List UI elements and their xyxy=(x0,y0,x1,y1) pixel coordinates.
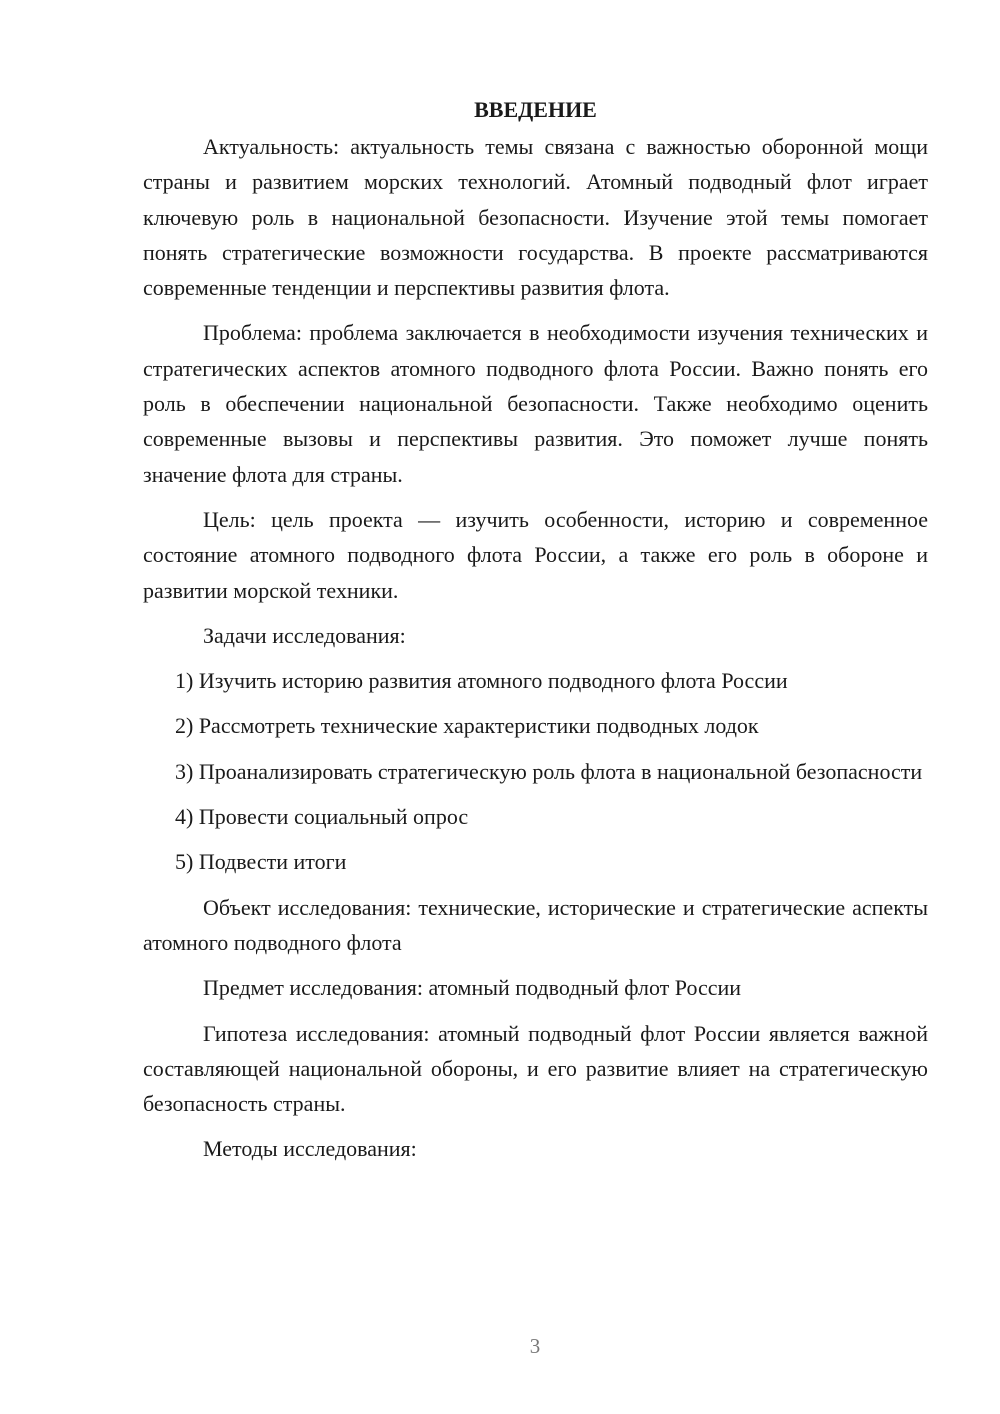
section-heading: ВВЕДЕНИЕ xyxy=(474,97,597,122)
subject-paragraph: Предмет исследования: атомный подводный флот России xyxy=(203,975,742,1001)
list-item: 1) Изучить историю развития атомного подводного флота России xyxy=(175,668,788,694)
tasks-list xyxy=(143,663,928,879)
tasks-title: Задачи исследования: xyxy=(203,622,406,648)
list-item: 2) Рассмотреть технические характеристики подводных лодок xyxy=(175,713,759,739)
list-item: 4) Провести социальный опрос xyxy=(175,804,469,830)
page-number: 3 xyxy=(529,1334,541,1358)
hypothesis-paragraph: Гипотеза исследования: атомный подводный флот России является важной составляющей национальной обороны, и его развитие влияет на стратегическую безопасность страны. xyxy=(143,1020,928,1117)
object-paragraph: Объект исследования: технические, исторические и стратегические аспекты атомного подводного флота xyxy=(143,894,928,955)
list-item: 5) Подвести итоги xyxy=(175,849,347,875)
goal-paragraph: Цель: цель проекта — изучить особенности, историю и современное состояние атомного подводного флота России, а также его роль в обороне и развитии морской техники. xyxy=(143,506,928,603)
problem-paragraph: Проблема: проблема заключается в необходимости изучения технических и стратегических аспектов атомного подводного флота России. Важно понять его роль в обеспечении национальной безопасности. Также необходимо оценить современные вызовы и перспективы развития. Это поможет лучше понять значение флота для страны. xyxy=(143,320,928,487)
relevance-paragraph: Актуальность: актуальность темы связана с важностью оборонной мощи страны и развитием морских технологий. Атомный подводный флот играет ключевую роль в национальной безопасности. Изучение этой темы помогает понять стратегические возможности государства. В проекте рассматриваются современные тенденции и перспективы развития флота. xyxy=(143,134,928,301)
methods-title: Методы исследования: xyxy=(203,1136,417,1162)
list-item: 3) Проанализировать стратегическую роль флота в национальной безопасности xyxy=(175,758,923,784)
document-page xyxy=(143,92,928,1177)
